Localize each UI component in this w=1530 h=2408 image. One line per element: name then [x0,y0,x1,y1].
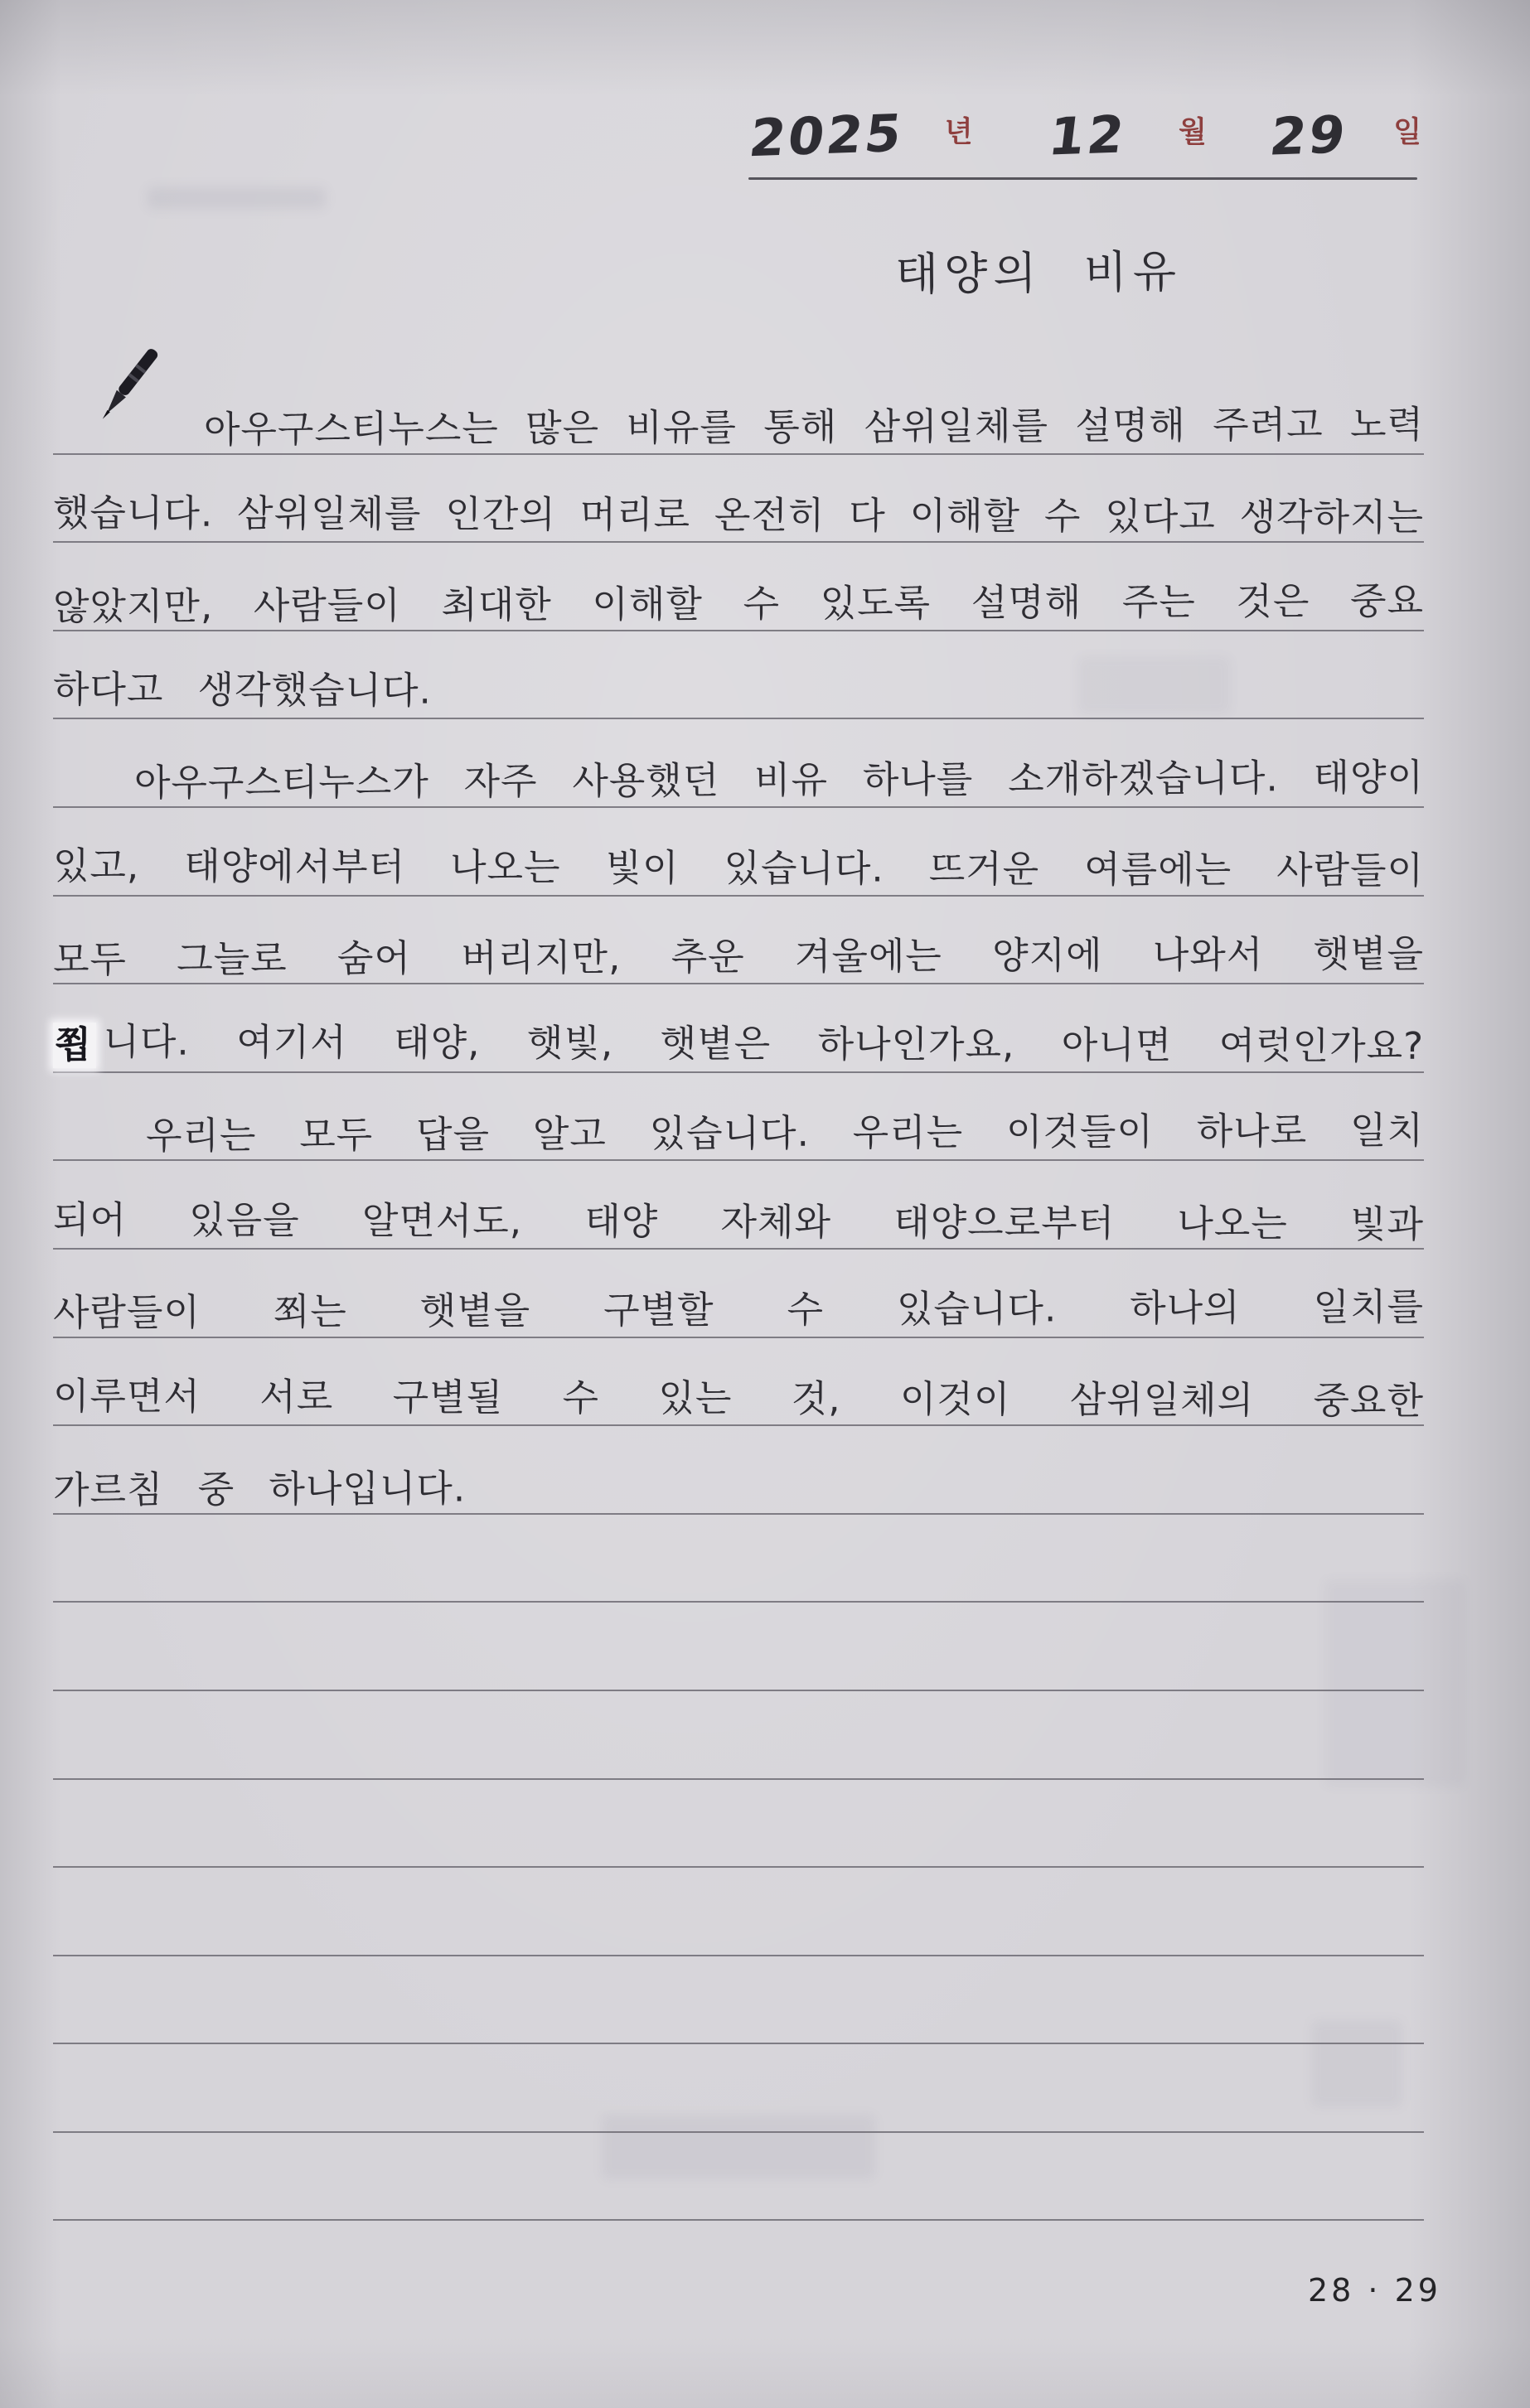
handwritten-line: 모두 그늘로 숨어 버리지만, 추운 겨울에는 양지에 나와서 햇볕을 [53,897,1424,985]
showthrough-mark [148,187,326,209]
handwritten-line-with-correction [53,984,1424,1073]
handwritten-line: 가르침 중 하나입니다. [53,1426,1424,1515]
page-numbers: 28 · 29 [1308,2272,1441,2309]
empty-ruled-line [53,1603,1424,1691]
handwritten-line: 하다고 생각했습니다. [53,631,1424,720]
date-header [746,98,1421,174]
handwritten-line: 않았지만, 사람들이 최대한 이해할 수 있도록 설명해 주는 것은 중요 [53,543,1424,631]
date-month: 12 [1045,104,1131,167]
empty-ruled-line [53,1691,1424,1780]
correction-tape-patch: 쬡 [53,1023,97,1068]
date-day-label: 일 [1393,115,1421,149]
handwritten-line: 되어 있음을 알면서도, 태양 자체와 태양으로부터 나오는 빛과 [53,1161,1424,1250]
handwritten-line: 아우구스티누스는 많은 비유를 통해 삼위일체를 설명해 주려고 노력 [53,366,1424,455]
handwritten-line: 이루면서 서로 구별될 수 있는 것, 이것이 삼위일체의 중요한 [53,1338,1424,1427]
handwritten-line-rest: 니다. 여기서 태양, 햇빛, 햇볕은 하나인가요, 아니면 여럿인가요? [103,1018,1425,1068]
page-title: 태양의 비유 [894,245,1183,301]
empty-ruled-line [53,2044,1424,2133]
empty-ruled-line [53,1515,1424,1603]
handwritten-line: 우리는 모두 답을 알고 있습니다. 우리는 이것들이 하나로 일치 [53,1073,1424,1162]
handwritten-line: 했습니다. 삼위일체를 인간의 머리로 온전히 다 이해할 수 있다고 생각하지는 [53,455,1424,544]
date-month-label: 월 [1179,115,1207,149]
handwritten-line: 있고, 태양에서부터 나오는 빛이 있습니다. 뜨거운 여름에는 사람들이 [53,808,1424,897]
empty-ruled-line [53,1868,1424,1956]
date-year: 2025 [746,102,908,169]
empty-ruled-line [53,1780,1424,1869]
handwritten-line: 아우구스티누스가 자주 사용했던 비유 하나를 소개하겠습니다. 태양이 [53,719,1424,808]
date-underline [748,177,1417,180]
writing-area [53,366,1424,2221]
empty-ruled-line [53,1956,1424,2045]
date-day: 29 [1266,104,1352,167]
handwritten-line: 사람들이 쬐는 햇볕을 구별할 수 있습니다. 하나의 일치를 [53,1250,1424,1338]
empty-ruled-line [53,2133,1424,2222]
date-year-label: 년 [944,115,973,149]
